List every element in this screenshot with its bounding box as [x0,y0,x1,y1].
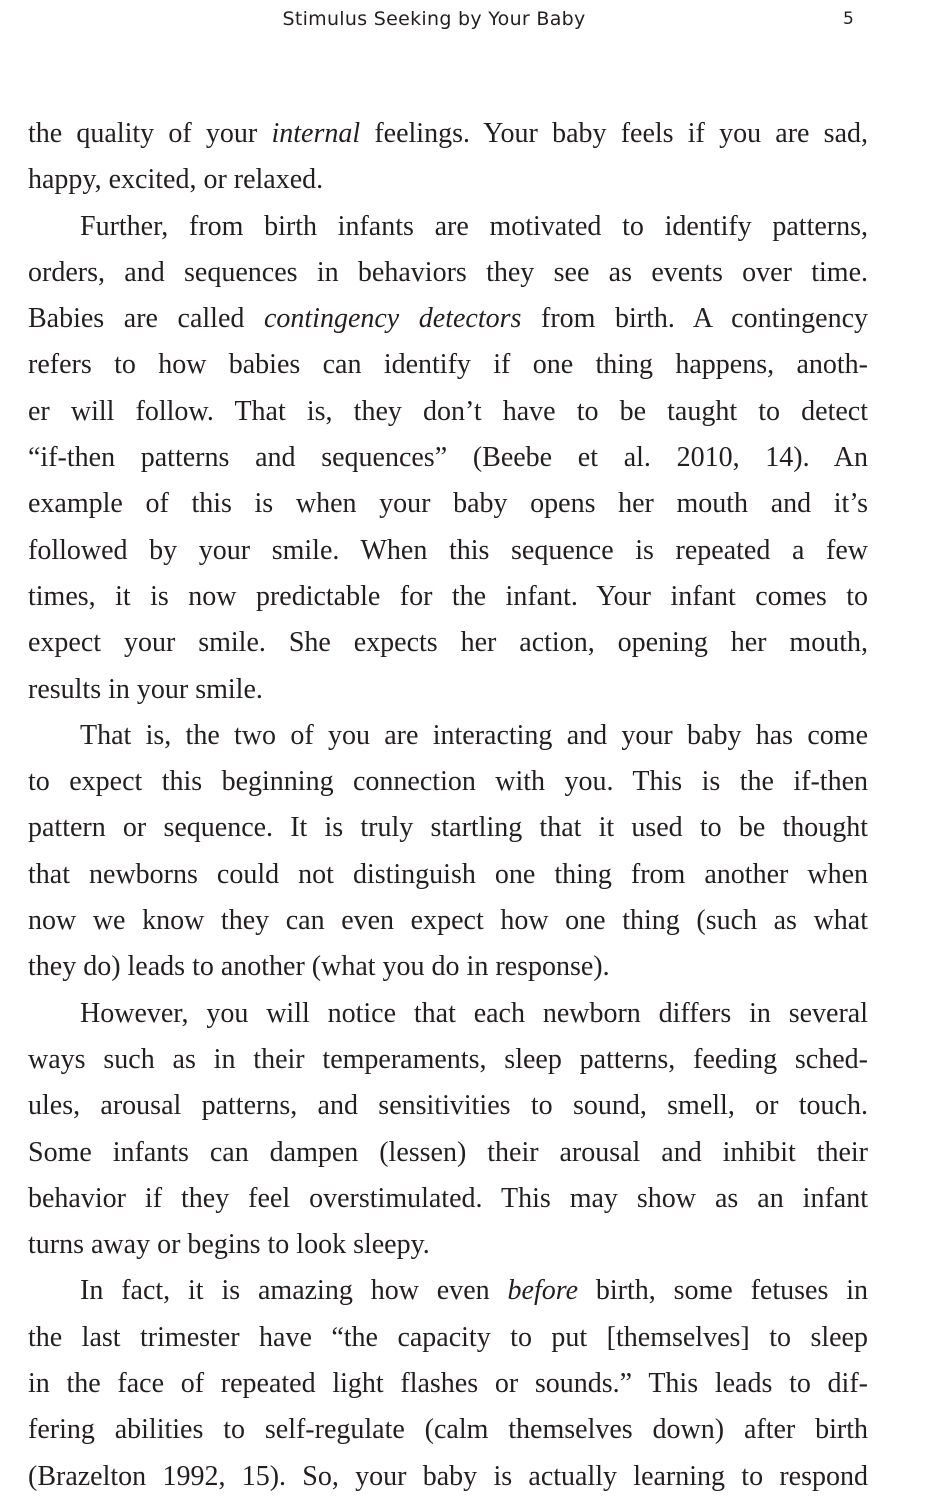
text-line [28,1130,868,1176]
text-line [28,759,868,805]
text-line [28,944,868,990]
text-line [28,1315,868,1361]
text-segment: followed by your smile. When this sequence is repeated a few [28,534,868,566]
text-segment: (Brazelton 1992, 15). So, your baby is actually learning to respond [28,1460,868,1492]
text-segment: orders, and sequences in behaviors they see as events over time. [28,256,868,288]
italic-phrase: contingency detectors [263,303,522,335]
text-segment: that newborns could not distinguish one thing from another when [28,858,868,890]
text-segment: from birth. A contingency [521,303,869,335]
text-segment: “if-then patterns and sequences” (Beebe et al. 2010, 14). An [28,442,868,474]
text-segment: ways such as in their temperaments, sleep patterns, feeding sched- [28,1043,868,1075]
running-title: Stimulus Seeking by Your Baby [282,8,586,30]
text-line [28,1361,868,1407]
text-segment: birth, some fetuses in [578,1275,868,1307]
text-segment: example of this is when your baby opens her mouth and it’s [28,488,868,520]
text-segment: feelings. Your baby feels if you are sad, [360,118,868,149]
text-line [28,620,868,666]
text-segment: the last trimester have “the capacity to put [themselves] to sleep [28,1321,868,1353]
text-segment: expect your smile. She expects her action, opening her mouth, [28,627,868,659]
page-number: 5 [843,9,854,29]
text-segment: they do) leads to another (what you do in response). [28,951,610,983]
body-text [28,111,868,1500]
text-line [28,528,868,574]
text-line [28,157,868,203]
text-line [28,667,868,713]
text-line [28,805,868,851]
text-line [28,342,868,388]
text-segment: turns away or begins to look sleepy. [28,1229,430,1261]
text-segment: In fact, it is amazing how even [80,1275,508,1307]
text-line [28,713,868,759]
text-line [28,1037,868,1083]
text-segment: Babies are called [28,303,264,335]
text-segment: in the face of repeated light flashes or sounds.” This leads to dif- [28,1368,868,1400]
text-line [28,991,868,1037]
text-line [28,204,868,250]
text-line [28,1083,868,1129]
text-segment: pattern or sequence. It is truly startling that it used to be thought [28,812,868,844]
text-segment: fering abilities to self-regulate (calm themselves down) after birth [28,1414,868,1446]
text-segment: ules, arousal patterns, and sensitivities to sound, smell, or touch. [28,1090,868,1122]
text-line [28,111,868,157]
text-line [28,1222,868,1268]
text-segment: results in your smile. [28,673,263,705]
text-line [28,1454,868,1500]
italic-phrase: internal [271,118,361,149]
text-line [28,1407,868,1453]
running-header [0,8,935,38]
text-segment: now we know they can even expect how one thing (such as what [28,905,868,937]
text-line [28,852,868,898]
text-segment: to expect this beginning connection with you. This is the if-then [28,766,868,798]
italic-phrase: before [507,1275,579,1307]
text-segment: behavior if they feel overstimulated. This may show as an infant [28,1182,868,1214]
text-segment: happy, excited, or relaxed. [28,164,324,196]
text-line [28,574,868,620]
text-line [28,481,868,527]
text-segment: Some infants can dampen (lessen) their arousal and inhibit their [28,1136,868,1168]
text-line [28,435,868,481]
text-segment: However, you will notice that each newborn differs in several [80,997,868,1029]
text-line [28,296,868,342]
text-segment: refers to how babies can identify if one thing happens, anoth- [28,349,868,381]
text-line [28,250,868,296]
text-segment: Further, from birth infants are motivated to identify patterns, [80,210,868,242]
text-segment: er will follow. That is, they don’t have to be taught to detect [28,395,868,427]
text-line [28,1268,868,1314]
text-line [28,898,868,944]
text-segment: the quality of your [28,118,272,149]
text-line [28,389,868,435]
text-segment: That is, the two of you are interacting and your baby has come [80,719,868,751]
text-segment: times, it is now predictable for the infant. Your infant comes to [28,580,868,612]
text-line [28,1176,868,1222]
